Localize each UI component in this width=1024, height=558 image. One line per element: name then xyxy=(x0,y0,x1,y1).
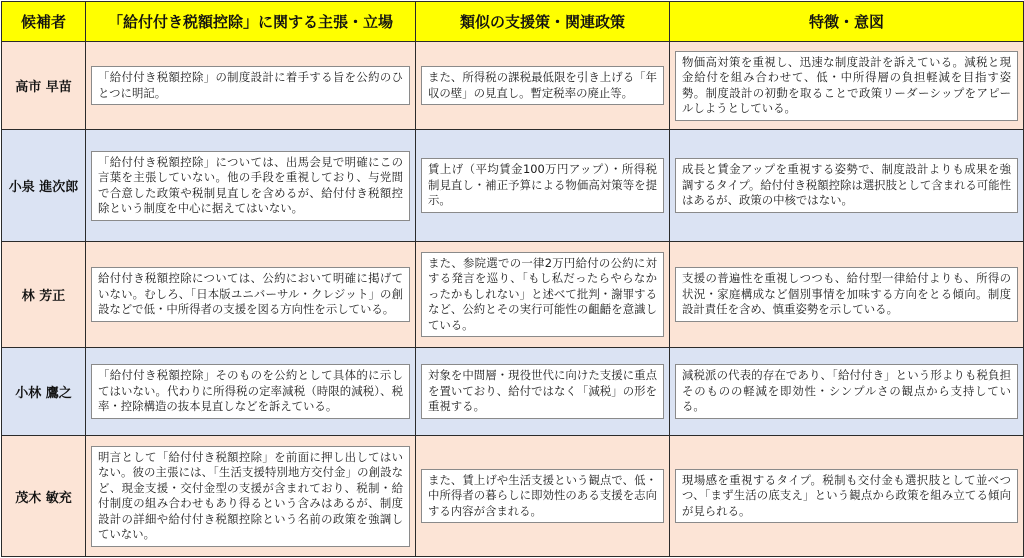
candidate-name: 小泉 進次郎 xyxy=(2,130,86,242)
stance-cell xyxy=(86,348,416,436)
feature-cell xyxy=(670,348,1024,436)
stance-text: 明言として「給付付き税額控除」を前面に押し出してはいない。彼の主張には、「生活支援特別地方交付金」の創設など、現金支援・交付金型の支援が含まれており、税制・給付制度の組み合わせもあり得るという含みはあるが、制度設計の詳細や給付付き税額控除という名前の政策を強調していない。 xyxy=(91,446,410,547)
table-row xyxy=(2,436,1024,557)
stance-text: 「給付付き税額控除」については、出馬会見で明確にこの言葉を主張していない。他の手段を重視しており、与党間で合意した政策や税制見直しを含めるが、給付付き税額控除という制度を中心に据えてはいない。 xyxy=(91,151,410,221)
feature-cell xyxy=(670,42,1024,130)
feature-cell xyxy=(670,130,1024,242)
policy-text: 賃上げ（平均賃金100万円アップ）・所得税制見直し・補正予算による物価高対策等を提示。 xyxy=(421,158,664,213)
stance-text: 給付付き税額控除については、公約において明確に掲げていない。むしろ、「日本版ユニバーサル・クレジット」の創設などで低・中所得者の支援を図る方向性を示している。 xyxy=(91,267,410,322)
policy-text: また、参院選での一律2万円給付の公約に対する発言を巡り、「もし私だったらやらなかったかもしれない」と述べて批判・謝罪するなど、公約とその実行可能性の齟齬を意識している。 xyxy=(421,252,664,338)
feature-text: 成長と賃金アップを重視する姿勢で、制度設計よりも成果を強調するタイプ。給付付き税額控除は選択肢として含まれる可能性はあるが、政策の中核ではない。 xyxy=(675,158,1018,213)
table-row xyxy=(2,242,1024,348)
policy-cell xyxy=(416,242,670,348)
table-row xyxy=(2,348,1024,436)
policy-cell xyxy=(416,130,670,242)
candidate-name: 小林 鷹之 xyxy=(2,348,86,436)
policy-text: 対象を中間層・現役世代に向けた支援に重点を置いており、給付ではなく「減税」の形を重視する。 xyxy=(421,364,664,419)
stance-cell xyxy=(86,42,416,130)
stance-text: 「給付付き税額控除」の制度設計に着手する旨を公約のひとつに明記。 xyxy=(91,66,410,105)
policy-text: また、賃上げや生活支援という観点で、低・中所得者の暮らしに即効性のある支援を志向する内容が含まれる。 xyxy=(421,469,664,524)
feature-cell xyxy=(670,242,1024,348)
candidate-name: 林 芳正 xyxy=(2,242,86,348)
header-candidate: 候補者 xyxy=(2,2,86,42)
policy-cell xyxy=(416,42,670,130)
table-row xyxy=(2,42,1024,130)
feature-text: 減税派の代表的存在であり、「給付付き」という形よりも税負担そのものの軽減を即効性・シンプルさの観点から支持している。 xyxy=(675,364,1018,419)
feature-text: 現場感を重視するタイプ。税制も交付金も選択肢として並べつつ、「まず生活の底支え」という観点から政策を組み立てる傾向が見られる。 xyxy=(675,469,1018,524)
candidate-name: 高市 早苗 xyxy=(2,42,86,130)
stance-cell xyxy=(86,436,416,557)
feature-text: 支援の普遍性を重視しつつも、給付型一律給付よりも、所得の状況・家庭構成など個別事情を加味する方向をとる傾向。制度設計責任を含め、慎重姿勢を示している。 xyxy=(675,267,1018,322)
header-policy: 類似の支援策・関連政策 xyxy=(416,2,670,42)
candidate-name: 茂木 敏充 xyxy=(2,436,86,557)
candidate-policy-table xyxy=(1,1,1024,557)
feature-cell xyxy=(670,436,1024,557)
header-feature: 特徴・意図 xyxy=(670,2,1024,42)
header-row xyxy=(2,2,1024,42)
stance-cell xyxy=(86,130,416,242)
policy-cell xyxy=(416,348,670,436)
stance-text: 「給付付き税額控除」そのものを公約として具体的に示してはいない。代わりに所得税の定率減税（時限的減税）、税率・控除構造の抜本見直しなどを訴えている。 xyxy=(91,364,410,419)
stance-cell xyxy=(86,242,416,348)
header-stance: 「給付付き税額控除」に関する主張・立場 xyxy=(86,2,416,42)
policy-text: また、所得税の課税最低限を引き上げる「年収の壁」の見直し。暫定税率の廃止等。 xyxy=(421,66,664,105)
feature-text: 物価高対策を重視し、迅速な制度設計を訴えている。減税と現金給付を組み合わせて、低・中所得層の負担軽減を目指す姿勢。制度設計の初動を取ることで政策リーダーシップをアピールしようとしている。 xyxy=(675,51,1018,121)
policy-cell xyxy=(416,436,670,557)
table-row xyxy=(2,130,1024,242)
